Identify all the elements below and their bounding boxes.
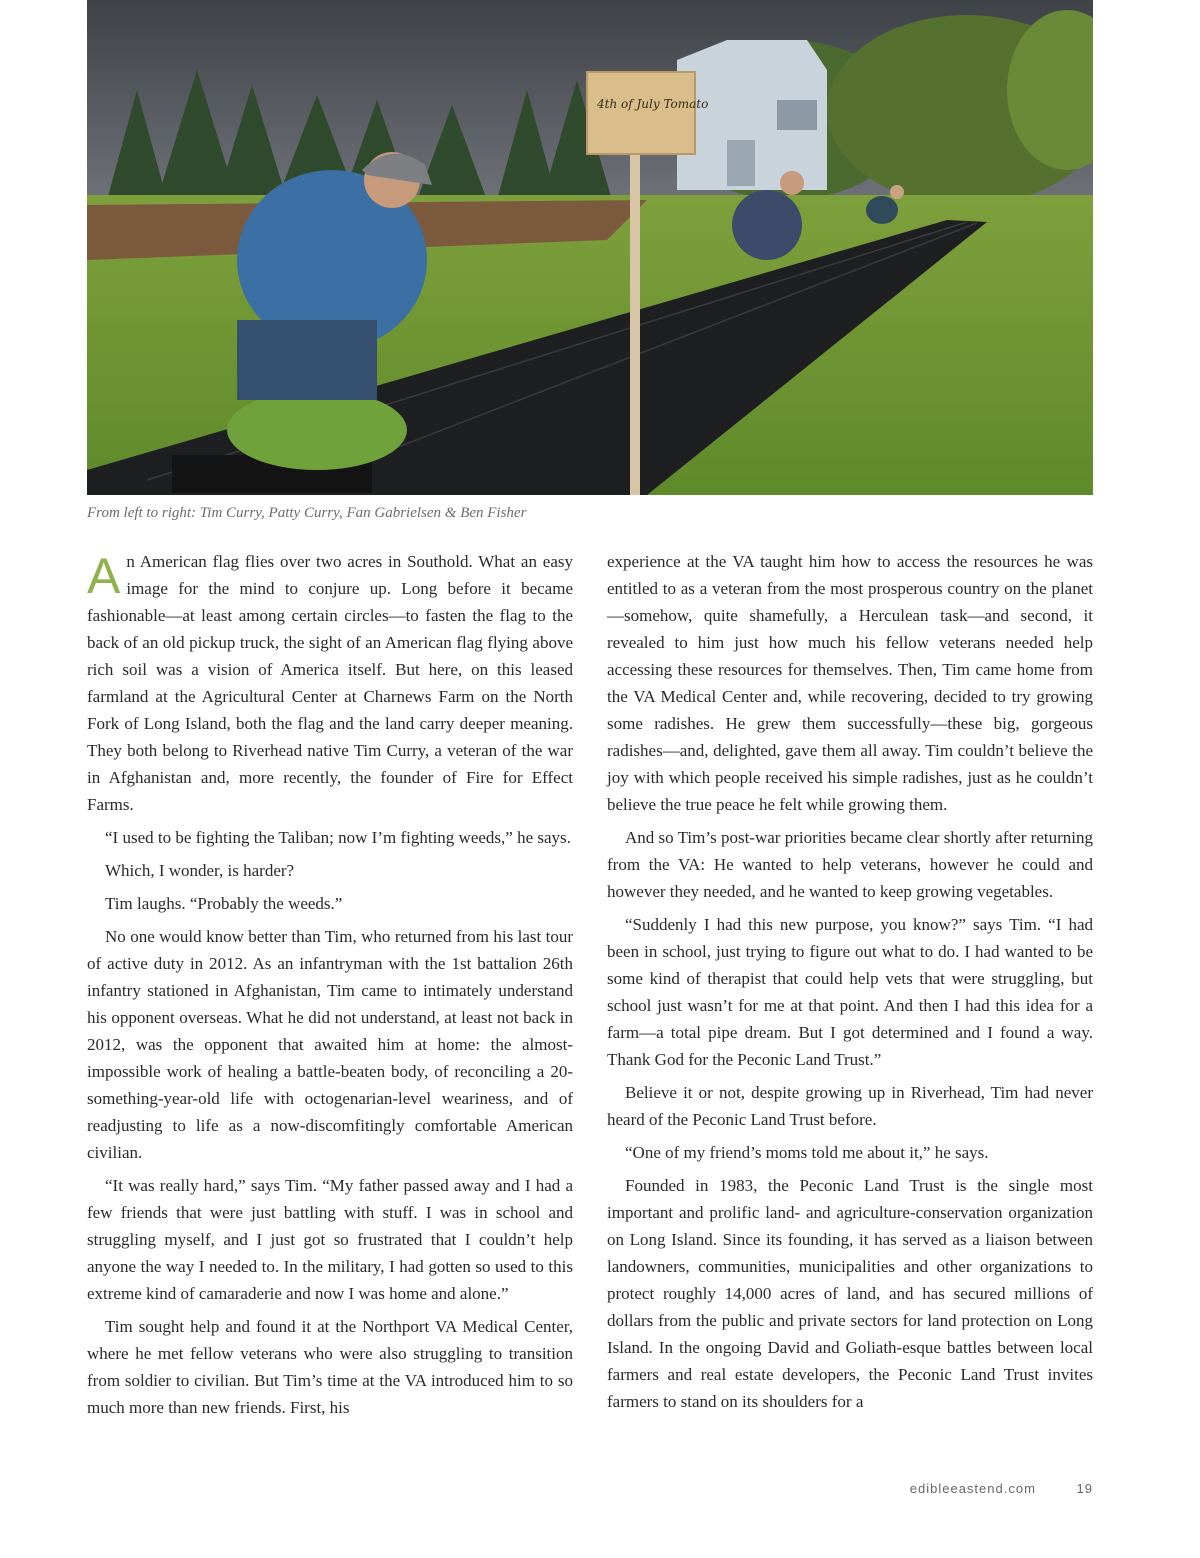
paragraph: Tim laughs. “Probably the weeds.” bbox=[105, 894, 343, 913]
paragraph: “I used to be fighting the Taliban; now I’m fighting weeds,” he says. bbox=[105, 828, 571, 847]
paragraph: “Suddenly I had this new purpose, you know?” says Tim. “I had been in school, just trying to figure out what to do. I had wanted to be some kind of therapist that could help vets that were struggling, but school just wasn’t for me at that point. And then I had this idea for a farm—a total pipe dream. But I got determined and I found a way. Thank God for the Peconic Land Trust.” bbox=[607, 915, 1093, 1069]
paragraph: “One of my friend’s moms told me about it,” he says. bbox=[625, 1143, 989, 1162]
article-column-left bbox=[87, 548, 573, 1427]
paragraph: And so Tim’s post-war priorities became clear shortly after returning from the VA: He wanted to help veterans, however he could and however they needed, and he wanted to keep growing vegetables. bbox=[607, 828, 1093, 901]
paragraph: Tim sought help and found it at the Northport VA Medical Center, where he met fellow veterans who were also struggling to transition from soldier to civilian. But Tim’s time at the VA introduced him to so much more than new friends. First, his bbox=[87, 1317, 573, 1417]
hero-photo bbox=[87, 0, 1093, 495]
lead-paragraph: An American flag flies over two acres in Southold. What an easy image for the mind to conjure up. Long before it became fashionable—at least among certain circles—to fasten the flag to the back of an old pickup truck, the sight of an American flag flying above rich soil was a vision of America itself. But here, on this leased farmland at the Agricultural Center at Charnews Farm on the North Fork of Long Island, both the flag and the land carry deeper meaning. They both belong to Riverhead native Tim Curry, a veteran of the war in Afghanistan and, more recently, the founder of Fire for Effect Farms. bbox=[87, 548, 573, 814]
paragraph: “It was really hard,” says Tim. “My father passed away and I had a few friends that were just battling with stuff. I was in school and struggling myself, and I just got so frustrated that I couldn’t help anyone the way I needed to. In the military, I had gotten so used to this extreme kind of camaraderie and now I was home and alone.” bbox=[87, 1176, 573, 1303]
farm-photo-illustration bbox=[87, 0, 1093, 495]
paragraph: experience at the VA taught him how to access the resources he was entitled to as a veteran from the most prosperous country on the planet—somehow, quite shamefully, a Herculean task—and second, it revealed to him just how much his fellow veterans needed help accessing these resources for themselves. Then, Tim came home from the VA Medical Center and, while recovering, decided to try growing some radishes. He grew them successfully—these big, gorgeous radishes—and, delighted, gave them all away. Tim couldn’t believe the joy with which people received his simple radishes, just as he couldn’t believe the true peace he felt while growing them. bbox=[607, 552, 1093, 814]
article-column-right bbox=[607, 548, 1093, 1421]
paragraph: Believe it or not, despite growing up in Riverhead, Tim had never heard of the Peconic Land Trust before. bbox=[607, 1083, 1093, 1129]
paragraph: Founded in 1983, the Peconic Land Trust is the single most important and prolific land- and agriculture-conservation organization on Long Island. Since its founding, it has served as a liaison between landowners, communities, municipalities and other organizations to protect roughly 14,000 acres of land, and has secured millions of dollars from the public and private sectors for land protection on Long Island. In the ongoing David and Goliath-esque battles between local farmers and real estate developers, the Peconic Land Trust invites farmers to stand on its shoulders for a bbox=[607, 1176, 1093, 1411]
photo-caption: From left to right: Tim Curry, Patty Curry, Fan Gabrielsen & Ben Fisher bbox=[87, 505, 527, 521]
paragraph: Which, I wonder, is harder? bbox=[105, 861, 295, 880]
page-number: 19 bbox=[1076, 1481, 1093, 1496]
paragraph: No one would know better than Tim, who returned from his last tour of active duty in 2012. As an infantryman with the 1st battalion 26th infantry stationed in Afghanistan, Tim came to intimately understand his opponent overseas. What he did not understand, at least not back in 2012, was the opponent that awaited him at home: the almost-impossible work of healing a battle-beaten body, of reconciling a 20-something-year-old life with octogenarian-level weariness, and of readjusting to life as a now-discomfitingly comfortable American civilian. bbox=[87, 927, 573, 1162]
sign-post bbox=[630, 150, 640, 495]
crop-sign bbox=[587, 72, 708, 154]
crop-sign-text: 4th of July Tomato bbox=[597, 97, 709, 111]
page-footer bbox=[910, 1481, 1093, 1496]
drop-cap: A bbox=[87, 548, 121, 604]
site-url[interactable]: edibleeastend.com bbox=[909, 1481, 1036, 1496]
farmhouse bbox=[677, 40, 827, 190]
